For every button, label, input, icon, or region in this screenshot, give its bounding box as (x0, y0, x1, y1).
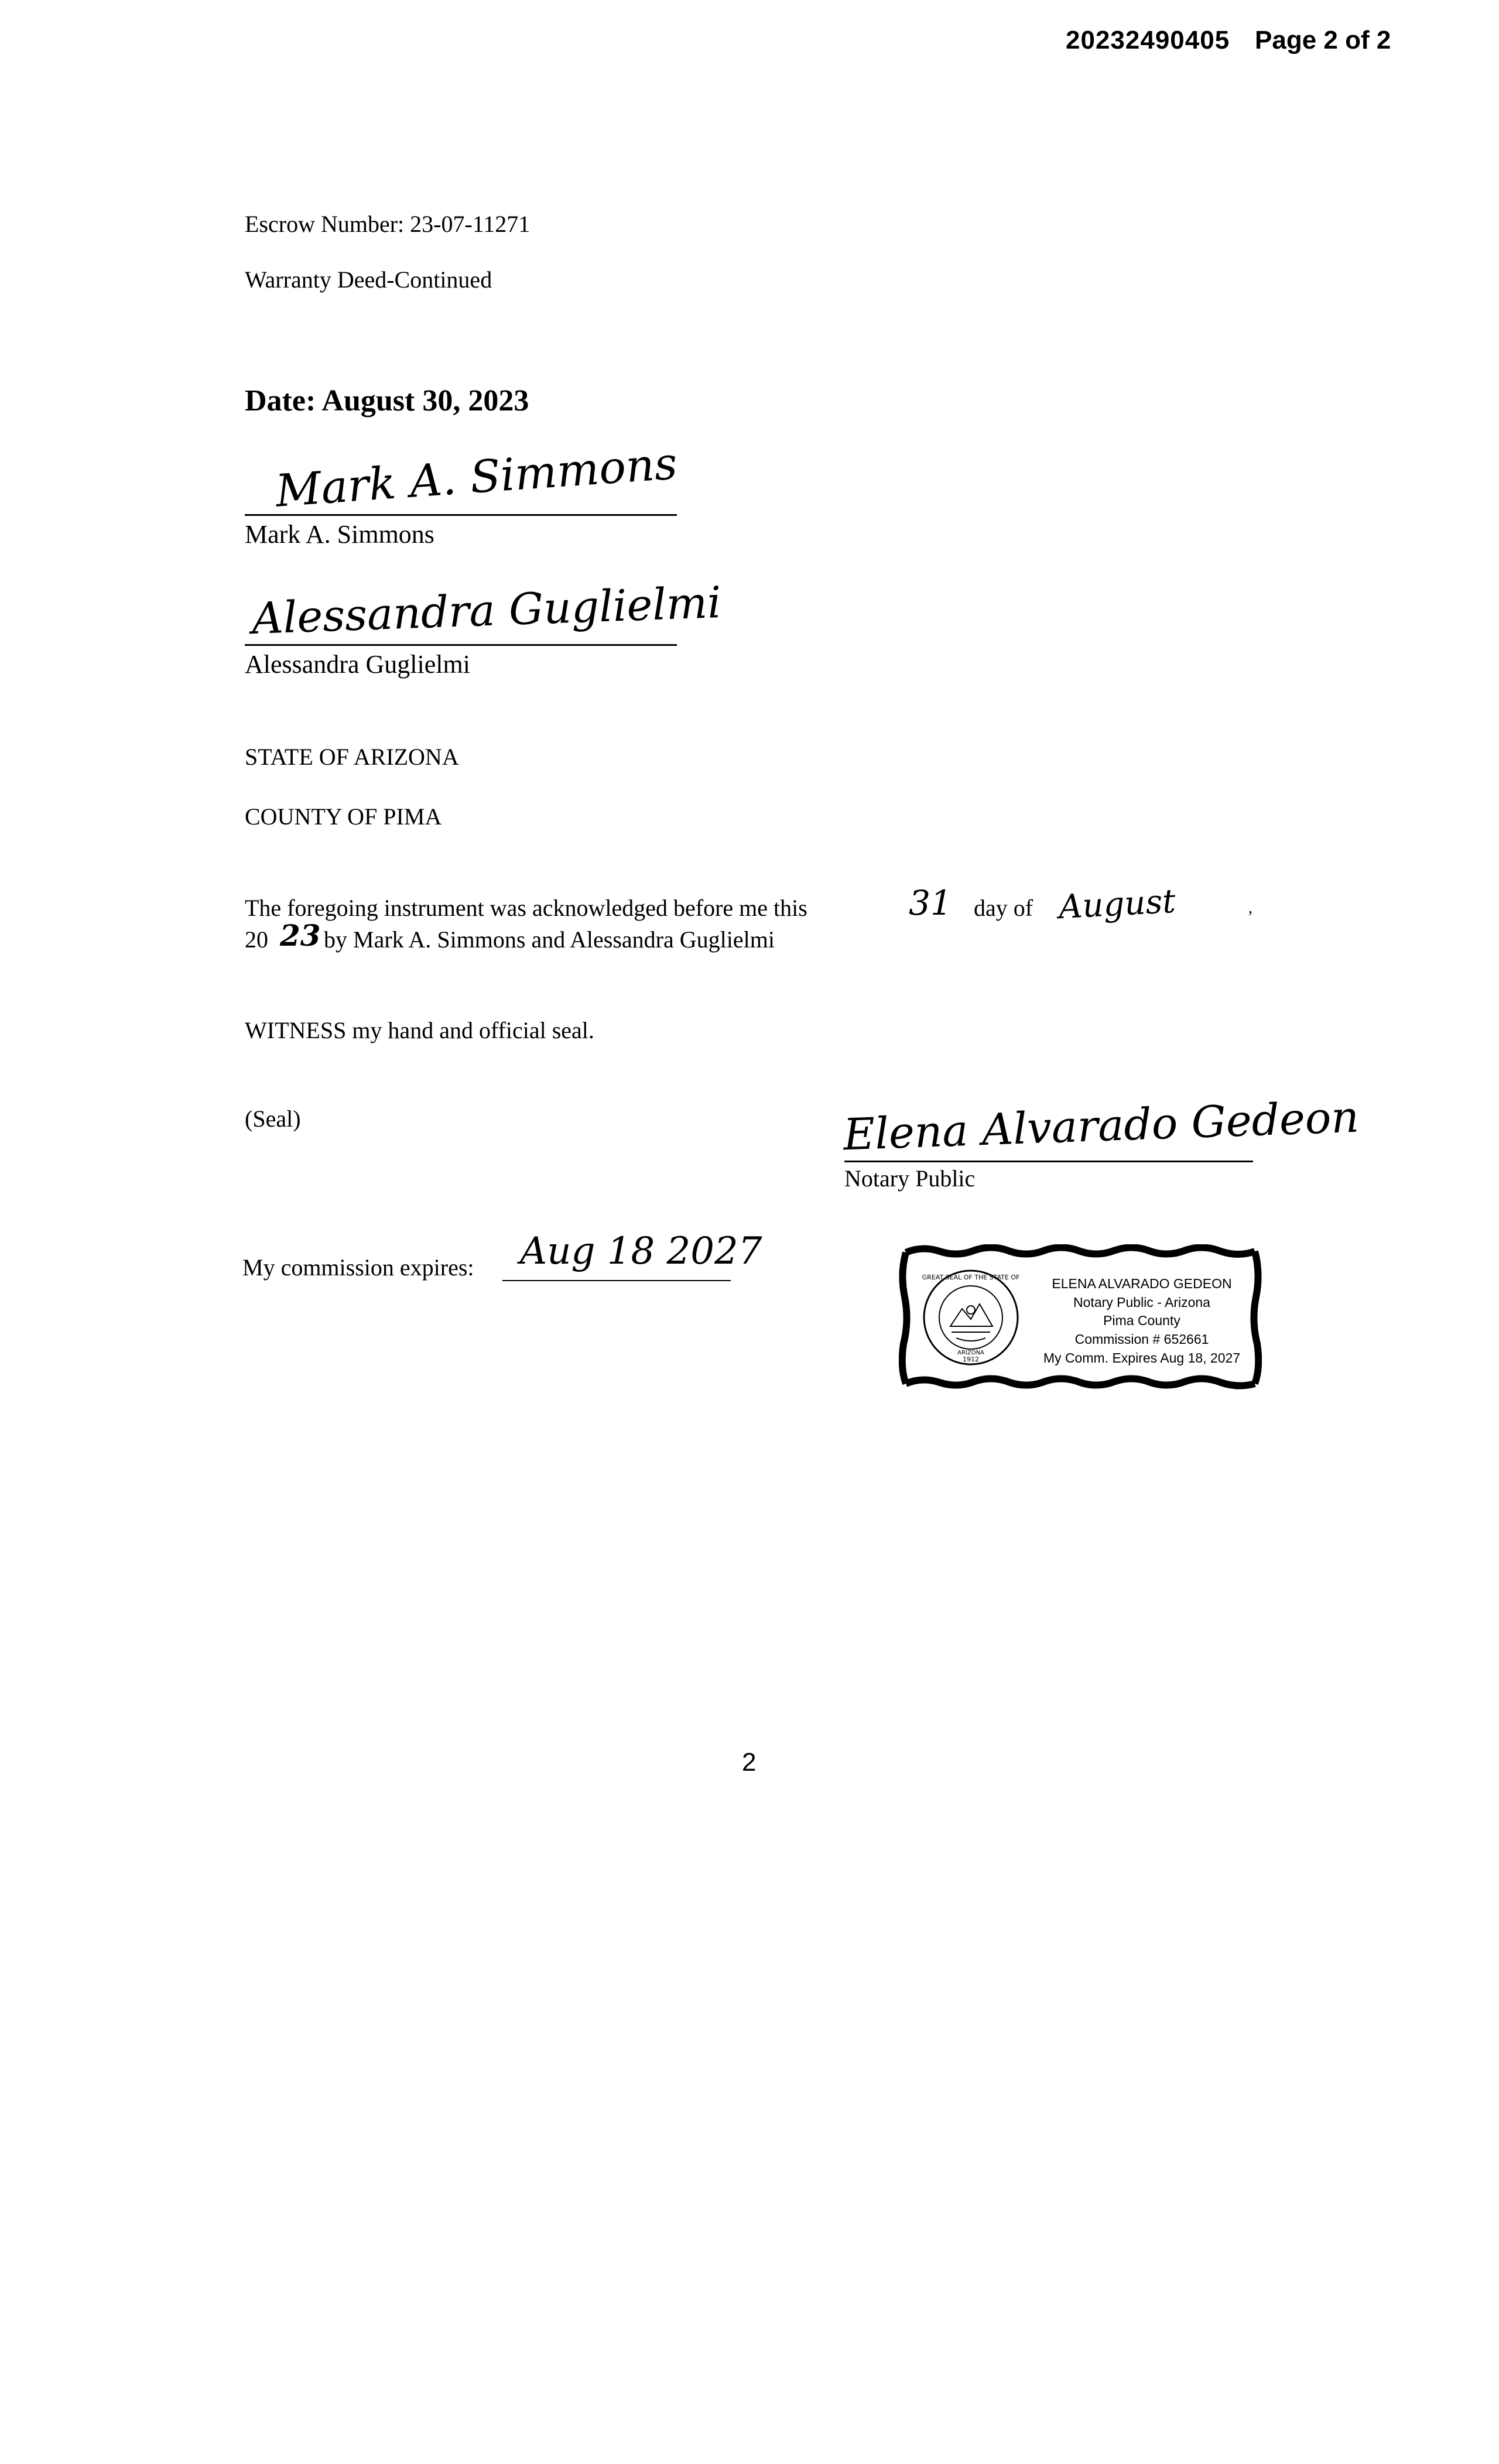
day-of-label: day of (974, 895, 1033, 921)
acknowledgment-text: The foregoing instrument was acknowledged before me this (245, 895, 807, 921)
handwritten-day: 31 (909, 883, 952, 923)
commission-label: My commission expires: (242, 1254, 474, 1281)
notary-public-label: Notary Public (844, 1165, 976, 1192)
handwritten-commission-date: Aug 18 2027 (520, 1230, 762, 1273)
recording-number: 20232490405 (1066, 26, 1230, 54)
seal-text-bottom: ARIZONA (957, 1350, 984, 1356)
escrow-number: Escrow Number: 23-07-11271 (245, 211, 531, 237)
seal-text-top: GREAT SEAL OF THE STATE OF (922, 1274, 1020, 1281)
handwritten-year: 23 (280, 918, 321, 953)
document-title: Warranty Deed-Continued (245, 266, 492, 293)
witness-text: WITNESS my hand and official seal. (245, 1017, 594, 1043)
stamp-text-block (1028, 1275, 1256, 1368)
stamp-commission: Commission # 652661 (1074, 1332, 1209, 1347)
signer2-name: Alessandra Guglielmi (245, 650, 470, 679)
notary-signature-line (844, 1161, 1253, 1162)
handwritten-month: August (1057, 882, 1177, 927)
signature-alessandra-guglielmi: Alessandra Guglielmi (251, 577, 723, 644)
arizona-state-seal-icon (921, 1268, 1021, 1367)
stamp-notary-name: ELENA ALVARADO GEDEON (1052, 1276, 1232, 1291)
comma-mark: , (1248, 899, 1252, 917)
year-prefix: 20 (245, 926, 268, 953)
county-label: COUNTY OF PIMA (245, 803, 442, 830)
notary-signature: Elena Alvarado Gedeon (842, 1091, 1360, 1161)
page-label: Page 2 of 2 (1255, 26, 1391, 54)
acknowledgment-signers: by Mark A. Simmons and Alessandra Guglielmi (324, 926, 775, 953)
page-number: 2 (742, 1748, 757, 1777)
signature-line-1 (245, 514, 677, 516)
stamp-expires: My Comm. Expires Aug 18, 2027 (1043, 1350, 1241, 1366)
signature-line-2 (245, 644, 677, 646)
notary-stamp (899, 1244, 1262, 1391)
commission-line (502, 1280, 731, 1281)
seal-label: (Seal) (245, 1106, 301, 1132)
stamp-county: Pima County (1103, 1313, 1180, 1329)
signature-mark-simmons: Mark A. Simmons (273, 437, 679, 517)
state-label: STATE OF ARIZONA (245, 744, 459, 770)
signer1-name: Mark A. Simmons (245, 520, 434, 549)
date-line: Date: August 30, 2023 (245, 384, 529, 417)
seal-year: 1912 (963, 1356, 979, 1363)
stamp-notary-title: Notary Public - Arizona (1073, 1294, 1210, 1310)
